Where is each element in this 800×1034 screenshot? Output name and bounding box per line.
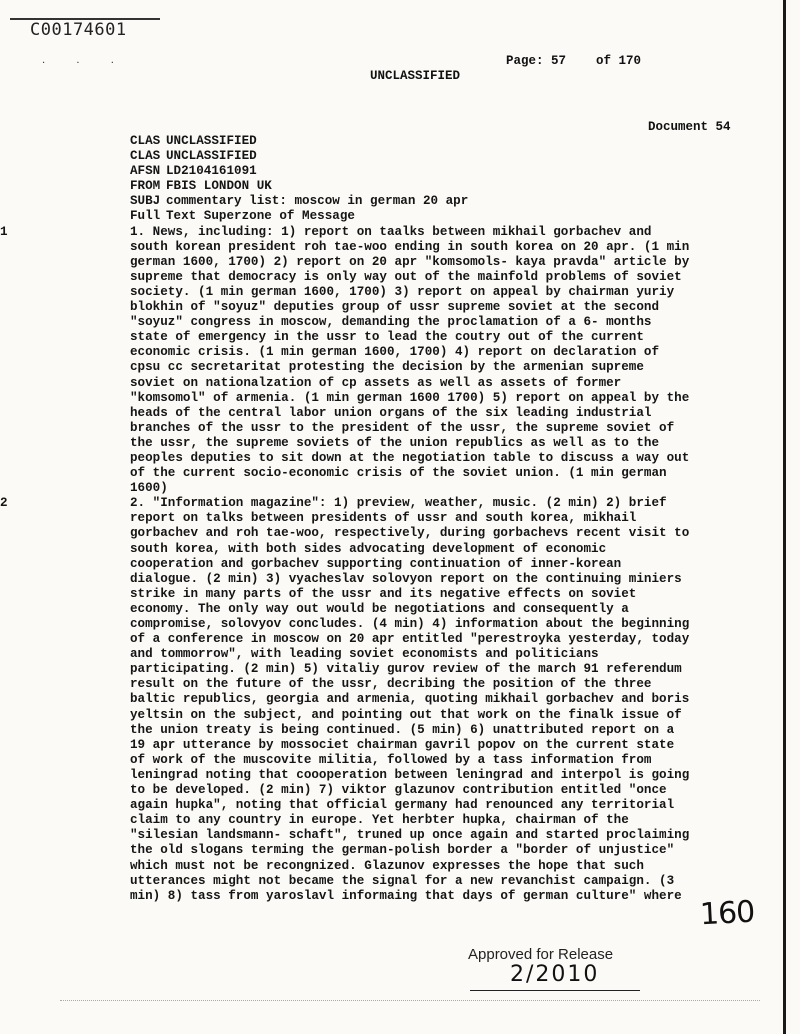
release-stamp-date: 2/2010 <box>510 962 600 987</box>
page-number: Page: 57 of 170 <box>506 54 642 68</box>
stamp-underline <box>470 990 640 991</box>
paragraph-text: 2. "Information magazine": 1) preview, weather, music. (2 min) 2) brief report on talks between presidents of ussr and south korea, mikhail gorbachev and roh tae-woo, respectively, during gorbachevs recent visit to south korea, with both sides advocating development of economic cooperation and gorbachev supporting continuation of inner-korean dialogue. (2 min) 3) vyacheslav solovyon report on the continuing miniers strike in many parts of the ussr and its negative effects on soviet economy. The only way out would be negotiations and consequently a compromise, solovyov concludes. (4 min) 4) information about the beginning of a conference in moscow on 20 apr entitled "perestroyka yesterday, today and tommorrow", with leading soviet economists and politicians participating. (2 min) 5) vitaliy gurov review of the march 91 referendum result on the future of the ussr, decribing the position of the three baltic republics, georgia and armenia, quoting mikhail gorbachev and boris yeltsin on the subject, and pointing out that work on the finalk issue of the union treaty is being continued. (5 min) 6) unattributed report on a 19 apr utterance by mossociet chairman gavril popov on the current state of work of the muscovite militia, followed by a tass information from leningrad noting that coooperation between leningrad and interpol is going to be developed. (2 min) 7) viktor glazunov contribution entitled "once again hupka", noting that official germany had renounced any territorial claim to any country in europe. Yet herbter hupka, chairman of the "silesian landsmann- schaft", truned up once again and started proclaiming the old slogans terming the german-polish border a "border of unjustice" which must not be recongnized. Glazunov expresses the hope that such utterances might not became the signal for a new revanchist campaign. (3 min) 8) tass from yaroslavl informaing that days of german culture" where <box>130 496 690 903</box>
paragraph-text: 1. News, including: 1) report on taalks between mikhail gorbachev and south korean president roh tae-woo ending in south korea on 20 apr. (1 min german 1600, 1700) 2) report on 20 apr "komsomols- kaya pravda" article by supreme that democracy is only way out of the mainfold problems of soviet society. (1 min german 1600, 1700) 3) report on appeal by chairman yuriy blokhin of "soyuz" deputies group of ussr supreme soviet at the second "soyuz" congress in moscow, demanding the proclamation of a 6- months state of emergency in the ussr to lead the coutry out of the current economic crisis. (1 min german 1600, 1700) 4) report on declaration of cpsu cc secretaritat protesting the decision by the armenian supreme soviet on nationalzation of cp assets as well as assets of former "komsomol" of armenia. (1 min german 1600 1700) 5) report on appeal by the heads of the central labor union organs of the six leading industrial branches of the ussr to the president of the ussr, the supreme soviet of the ussr, the supreme soviets of the union republics as well as to the peoples deputies to sit down at the negotiation table to discuss a way out of the current socio-economic crisis of the soviet union. (1 min german 1600) <box>130 224 690 496</box>
field-key: CLAS <box>130 134 161 148</box>
field-key: CLAS <box>130 149 161 164</box>
classification-mark: UNCLASSIFIED <box>370 69 461 83</box>
field-key: SUBJ <box>130 194 161 209</box>
scan-footer-noise <box>60 1000 760 1001</box>
scan-marks: · · · <box>42 58 128 69</box>
header-field <box>130 134 730 149</box>
header-field <box>130 194 730 209</box>
scan-edge <box>783 0 786 1034</box>
field-value: UNCLASSIFIED <box>166 149 257 164</box>
field-value: LD2104161091 <box>166 164 257 179</box>
paragraph <box>0 225 730 497</box>
handwritten-page-number: 160 <box>699 894 756 933</box>
document-number: Document 54 <box>648 120 731 134</box>
header-field <box>130 179 730 194</box>
document-id: C00174601 <box>30 20 127 40</box>
field-value: Text Superzone of Message <box>166 209 355 224</box>
paragraph <box>0 496 730 904</box>
field-value: UNCLASSIFIED <box>166 134 257 148</box>
field-key: Full <box>130 209 161 224</box>
message-body <box>0 134 730 904</box>
paragraph-number: 1 <box>0 224 8 239</box>
header-field <box>130 164 730 179</box>
field-key: AFSN <box>130 164 161 179</box>
field-key: FROM <box>130 179 161 194</box>
field-value: FBIS LONDON UK <box>166 179 272 194</box>
header-field <box>130 209 730 224</box>
paragraph-number: 2 <box>0 496 8 511</box>
release-stamp-label: Approved for Release <box>468 946 614 963</box>
header-field <box>130 149 730 164</box>
field-value: commentary list: moscow in german 20 apr <box>166 194 469 209</box>
